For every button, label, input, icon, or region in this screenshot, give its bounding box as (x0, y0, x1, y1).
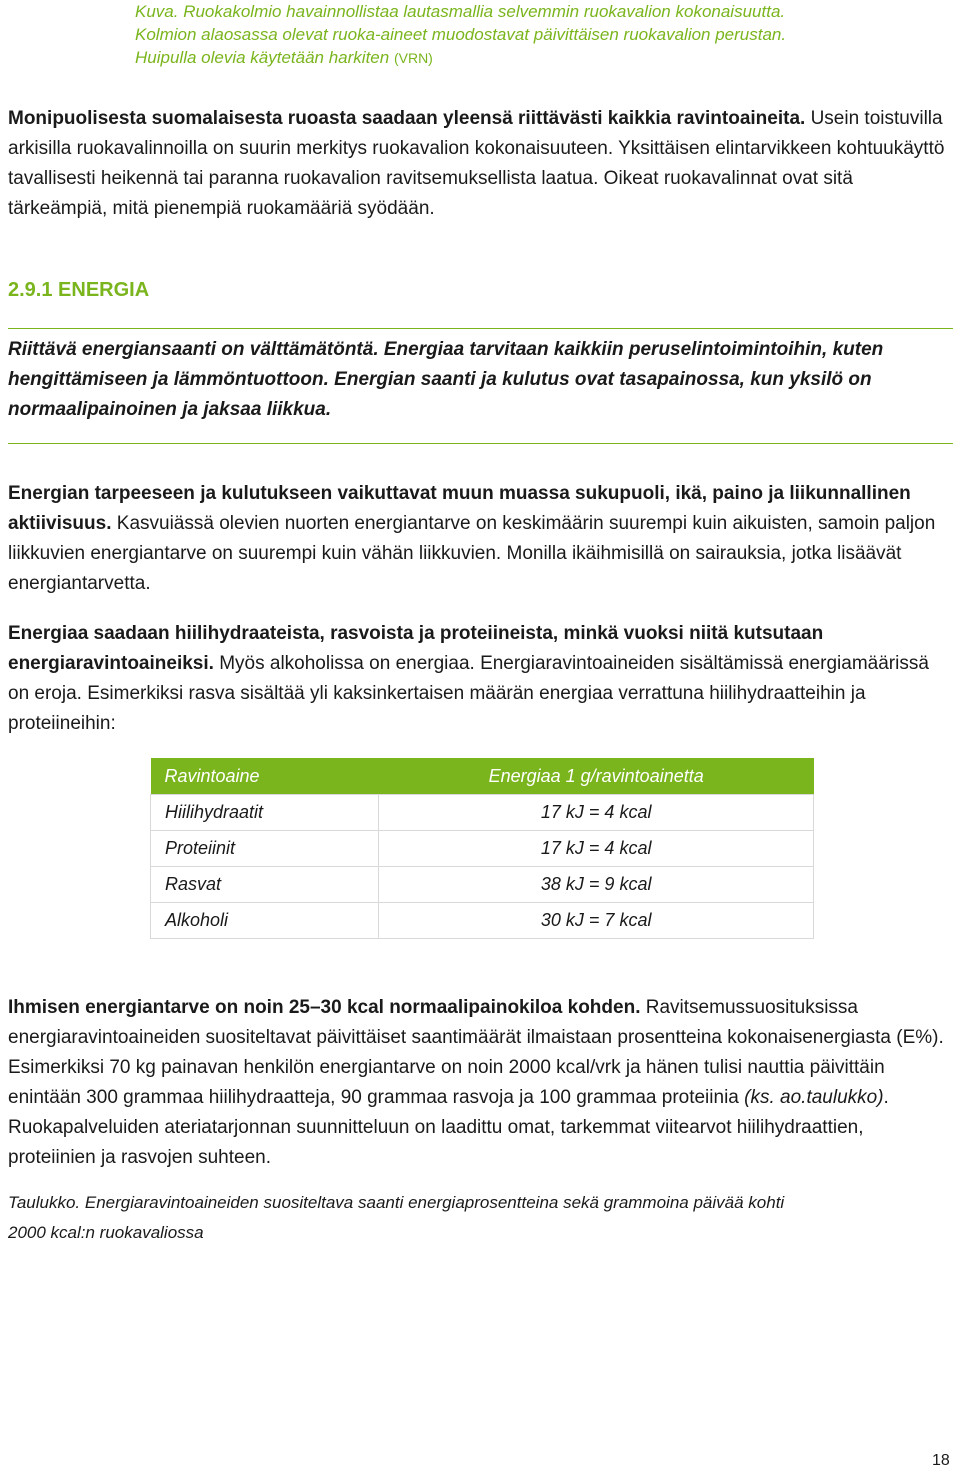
para3-text: Myös alkoholissa on energiaa. Energiaravintoaineiden sisältämissä energiamäärissä on eroja. Esimerkiksi rasva sisältää yli kaksinkertaisen määrän energiaa verrattuna hiilihydraatteihin ja proteiineihin: (8, 653, 929, 734)
table-row (151, 867, 814, 903)
para4-bold: Ihmisen energiantarve on noin 25–30 kcal normaalipainokiloa kohden. (8, 997, 641, 1018)
table-caption-line-1: Taulukko. Energiaravintoaineiden suositeltava saanti energiaprosentteina sekä grammoina päivää kohti (8, 1193, 785, 1212)
nutrient-cell: Proteiinit (151, 831, 379, 867)
nutrient-cell: Hiilihydraatit (151, 795, 379, 831)
energy-table (150, 758, 814, 939)
table-row (151, 831, 814, 867)
highlight-box: Riittävä energiansaanti on välttämätöntä. Energiaa tarvitaan kaikkiin peruselintoimintoihin, kuten hengittämiseen ja lämmöntuottoon. Energian saanti ja kulutus ovat tasapainossa, kun yksilö on normaalipainoinen ja jaksaa liikkua. (8, 339, 884, 420)
table-row (151, 795, 814, 831)
page-number: 18 (932, 1452, 950, 1469)
energy-cell: 38 kJ = 9 kcal (379, 867, 814, 903)
caption-line-3-text: Huipulla olevia käytetään harkiten (135, 48, 390, 67)
intro-paragraph (8, 104, 953, 224)
para2-bold: Energian tarpeeseen ja kulutukseen vaikuttavat muun muassa sukupuoli, ikä, paino ja liikunnallinen aktiivisuus. (8, 483, 911, 534)
energy-cell: 17 kJ = 4 kcal (379, 831, 814, 867)
nutrient-cell: Alkoholi (151, 903, 379, 939)
bottom-rule (8, 443, 953, 444)
energy-cell: 17 kJ = 4 kcal (379, 795, 814, 831)
para3-bold: Energiaa saadaan hiilihydraateista, rasvoista ja proteiineista, minkä vuoksi niitä kutsutaan energiaravintoaineiksi. (8, 623, 824, 674)
header-energy: Energiaa 1 g/ravintoainetta (379, 758, 814, 795)
paragraph-energy-needs (8, 479, 953, 599)
energy-cell: 30 kJ = 7 kcal (379, 903, 814, 939)
caption-source: (VRN) (393, 50, 433, 66)
para4-text-1: Ravitsemussuosituksissa energiaravintoaineiden suositeltavat päivittäiset saantimäärät ilmaistaan prosentteina kokonaisenergiasta (E%). Esimerkiksi 70 kg painavan henkilön energiantarve on noin 2000 kcal/vrk ja hänen tulisi nauttia päivittäin enintään 300 grammaa hiilihydraatteja, 90 grammaa rasvoja ja 100 grammaa proteiinia (8, 997, 944, 1108)
caption-line-3 (135, 46, 935, 70)
nutrient-cell: Rasvat (151, 867, 379, 903)
header-nutrient: Ravintoaine (151, 758, 379, 795)
intro-bold: Monipuolisesta suomalaisesta ruoasta saadaan yleensä riittävästi kaikkia ravintoaineita. (8, 108, 806, 129)
paragraph-energy-nutrients (8, 619, 953, 739)
para4-text-2: . Ruokapalveluiden ateriatarjonnan suunnitteluun on laadittu omat, tarkemmat viitearvot hiilihydraattien, proteiinien ja rasvojen suhteen. (8, 1087, 889, 1168)
table-row (151, 903, 814, 939)
paragraph-energy-requirement (8, 993, 953, 1173)
para4-reference: (ks. ao.taulukko) (744, 1087, 884, 1108)
caption-line-2: Kolmion alaosassa olevat ruoka-aineet muodostavat päivittäisen ruokavalion perustan. (135, 25, 787, 44)
caption-line-1: Kuva. Ruokakolmio havainnollistaa lautasmallia selvemmin ruokavalion kokonaisuutta. (135, 2, 786, 21)
intro-text: Usein toistuvilla arkisilla ruokavalinnoilla on suurin merkitys ruokavalion kokonaisuuteen. Yksittäisen elintarvikkeen kohtuukäyttö tavallisesti heikennä tai paranna ruokavalion ravitsemuksellista laatua. Oikeat ruokavalinnat ovat sitä tärkeämpiä, mitä pienempiä ruokamääriä syödään. (8, 108, 945, 219)
table-header-row (151, 758, 814, 795)
section-heading: 2.9.1 ENERGIA (8, 279, 150, 301)
table-caption-line-2: 2000 kcal:n ruokavaliossa (8, 1223, 204, 1242)
figure-caption (135, 0, 935, 70)
table-caption (8, 1188, 953, 1248)
top-rule (8, 328, 953, 329)
para2-text: Kasvuiässä olevien nuorten energiantarve on keskimäärin suurempi kuin aikuisten, samoin paljon liikkuvien energiantarve on suurempi kuin vähän liikkuvien. Monilla ikäihmisillä on sairauksia, jotka lisäävät energiantarvetta. (8, 513, 936, 594)
